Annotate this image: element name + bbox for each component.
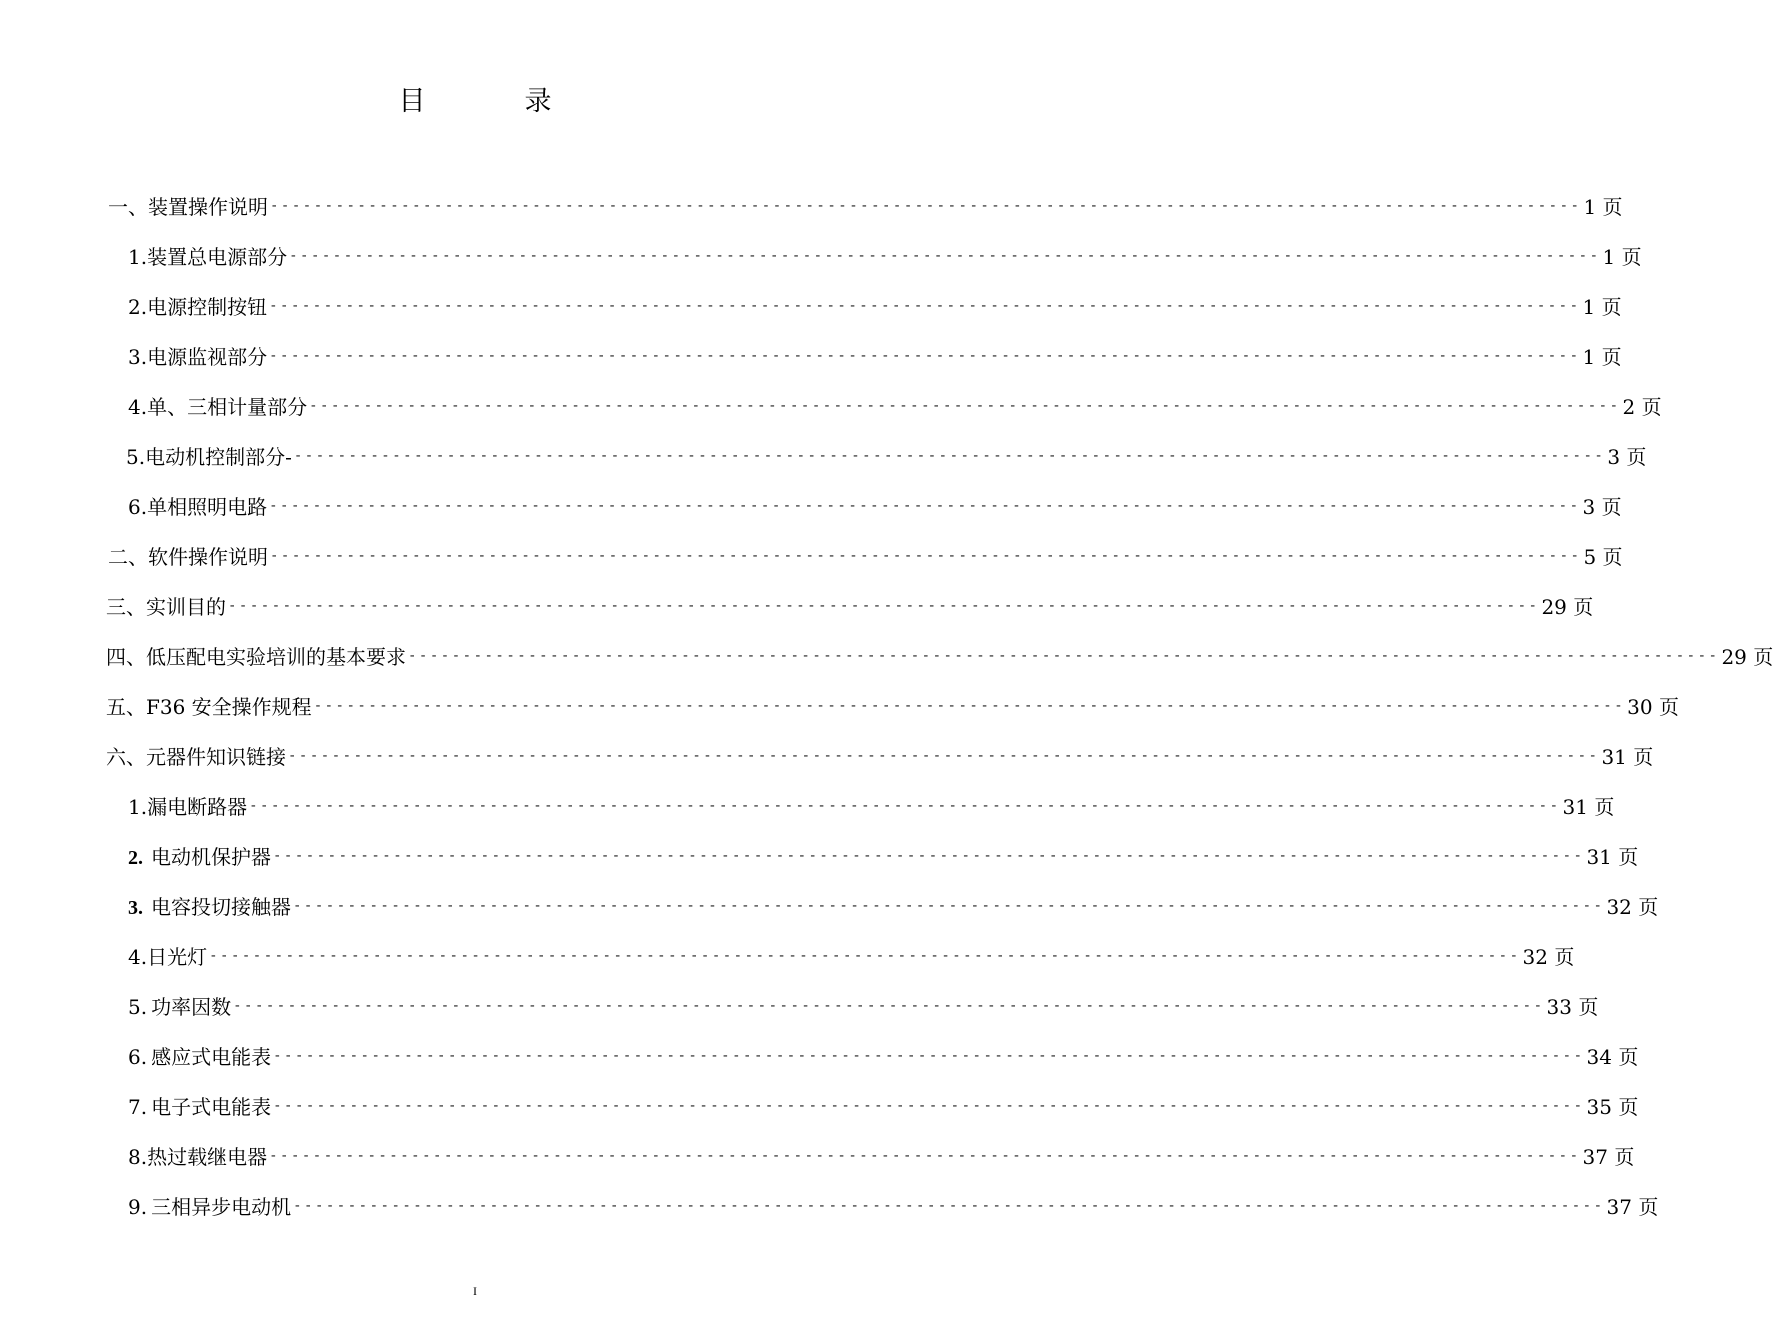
toc-entry-page: 3 页 xyxy=(1582,495,1622,519)
toc-entry-page: 37 页 xyxy=(1606,1195,1659,1219)
dot-leader: ------------------------------------------------------------------------------------------------------------------------ xyxy=(289,248,1601,264)
dot-leader: ------------------------------------------------------------------------------------------------------------------------ xyxy=(270,548,1582,564)
toc-entry-number: 3. xyxy=(128,897,143,919)
dot-leader: ------------------------------------------------------------------------------------------------------------------------ xyxy=(269,298,1581,314)
toc-entry-text: 单、三相计量部分 xyxy=(147,395,308,419)
toc-entry-page: 31 页 xyxy=(1586,845,1639,869)
toc-entry-number: 5. xyxy=(126,445,146,469)
toc-entry[interactable] xyxy=(106,682,1679,732)
toc-entry-page: 31 页 xyxy=(1601,745,1654,769)
dot-leader: ------------------------------------------------------------------------------------------------------------------------ xyxy=(269,498,1581,514)
toc-entry-page: 30 页 xyxy=(1627,695,1679,719)
toc-entry-page: 1 页 xyxy=(1583,195,1623,219)
toc-entry-text: 三相异步电动机 xyxy=(151,1195,292,1219)
toc-entry-number: 6. xyxy=(128,1045,148,1069)
dot-leader: ------------------------------------------------------------------------------------------------------------------------ xyxy=(270,198,1582,214)
toc-entry[interactable] xyxy=(128,332,1622,382)
toc-entry-text: 电容投切接触器 xyxy=(151,895,291,919)
dot-leader: ------------------------------------------------------------------------------------------------------------------------ xyxy=(293,448,1606,464)
toc-entry-text: 功率因数 xyxy=(151,995,232,1019)
toc-entry[interactable] xyxy=(128,382,1662,432)
toc-entry-page: 32 页 xyxy=(1606,895,1659,919)
toc-entry-text: 六、元器件知识链接 xyxy=(106,745,286,769)
toc-entry-text: 装置总电源部分 xyxy=(147,245,288,269)
toc-entry-page: 35 页 xyxy=(1586,1095,1639,1119)
dot-leader: ------------------------------------------------------------------------------------------------------------------------ xyxy=(209,948,1521,964)
toc-entry-text: 电子式电能表 xyxy=(151,1095,272,1119)
toc-entry-text: 电源监视部分 xyxy=(147,345,268,369)
toc-entry[interactable] xyxy=(128,782,1615,832)
toc-entry-page: 3 页 xyxy=(1607,445,1647,469)
dot-leader: ------------------------------------------------------------------------------------------------------------------------ xyxy=(313,698,1626,714)
toc-entry-number: 6. xyxy=(128,495,148,519)
dot-leader: ------------------------------------------------------------------------------------------------------------------------ xyxy=(293,898,1605,914)
toc-entry-number: 1. xyxy=(128,245,148,269)
toc-entry-page: 29 页 xyxy=(1721,645,1773,669)
toc-entry-text: 单相照明电路 xyxy=(147,495,268,519)
dot-leader: ------------------------------------------------------------------------------------------------------------------------ xyxy=(273,1048,1585,1064)
toc-entry[interactable] xyxy=(128,482,1622,532)
dot-leader: ------------------------------------------------------------------------------------------------------------------------ xyxy=(293,1198,1605,1214)
toc-entry[interactable] xyxy=(108,182,1623,232)
toc-title: 目 录 xyxy=(398,86,588,117)
toc-entry-text: 电动机控制部分- xyxy=(145,445,292,469)
toc-entry-page: 37 页 xyxy=(1582,1145,1635,1169)
toc-entry[interactable] xyxy=(128,1082,1639,1132)
toc-entry-text: 电动机保护器 xyxy=(151,845,271,869)
page-number-footer: I xyxy=(473,1284,477,1298)
toc-entry-page: 31 页 xyxy=(1562,795,1615,819)
dot-leader: ------------------------------------------------------------------------------------------------------------------------ xyxy=(273,1098,1585,1114)
toc-entry-page: 2 页 xyxy=(1622,395,1662,419)
toc-entry-page: 1 页 xyxy=(1582,295,1622,319)
toc-entry[interactable] xyxy=(106,632,1773,682)
dot-leader: ------------------------------------------------------------------------------------------------------------------------ xyxy=(408,648,1720,664)
toc-entry-page: 5 页 xyxy=(1583,545,1623,569)
toc-entry[interactable] xyxy=(128,882,1659,932)
toc-entry-page: 32 页 xyxy=(1522,945,1575,969)
dot-leader: ------------------------------------------------------------------------------------------------------------------------ xyxy=(228,598,1540,614)
toc-entry-text: 二、软件操作说明 xyxy=(108,545,268,569)
dot-leader: ------------------------------------------------------------------------------------------------------------------------ xyxy=(309,398,1621,414)
toc-entry[interactable] xyxy=(128,832,1639,882)
toc-entry[interactable] xyxy=(128,932,1575,982)
dot-leader: ------------------------------------------------------------------------------------------------------------------------ xyxy=(288,748,1600,764)
toc-entry-number: 4. xyxy=(128,395,148,419)
toc-entry-text: 五、F36 安全操作规程 xyxy=(106,695,312,719)
toc-entry-number: 8. xyxy=(128,1145,148,1169)
toc-entry-text: 漏电断路器 xyxy=(147,795,248,819)
toc-entry-text: 日光灯 xyxy=(147,945,208,969)
toc-entry[interactable] xyxy=(128,232,1642,282)
dot-leader: ------------------------------------------------------------------------------------------------------------------------ xyxy=(273,848,1585,864)
toc-entry-number: 4. xyxy=(128,945,148,969)
toc-entry-number: 1. xyxy=(128,795,148,819)
toc-entry-number: 2. xyxy=(128,847,143,869)
toc-entry[interactable] xyxy=(128,282,1622,332)
toc-entry-number: 3. xyxy=(128,345,148,369)
toc-entry-text: 一、装置操作说明 xyxy=(108,195,268,219)
toc-entry-number: 2. xyxy=(128,295,148,319)
toc-entry[interactable] xyxy=(126,432,1647,482)
toc-entry-text: 三、实训目的 xyxy=(106,595,226,619)
dot-leader: ------------------------------------------------------------------------------------------------------------------------ xyxy=(269,1148,1581,1164)
toc-entry-number: 9. xyxy=(128,1195,148,1219)
toc-entry[interactable] xyxy=(128,1182,1659,1232)
toc-entry[interactable] xyxy=(108,532,1623,582)
toc-entry[interactable] xyxy=(128,982,1599,1032)
toc-entry[interactable] xyxy=(106,732,1654,782)
toc-entry-page: 1 页 xyxy=(1582,345,1622,369)
toc-entry-text: 热过载继电器 xyxy=(147,1145,268,1169)
dot-leader: ------------------------------------------------------------------------------------------------------------------------ xyxy=(233,998,1545,1014)
toc-entry-number: 7. xyxy=(128,1095,148,1119)
toc-entry-text: 电源控制按钮 xyxy=(147,295,268,319)
toc-entry[interactable] xyxy=(128,1132,1635,1182)
dot-leader: ------------------------------------------------------------------------------------------------------------------------ xyxy=(269,348,1581,364)
toc-entry-page: 33 页 xyxy=(1546,995,1599,1019)
toc-entry-text: 感应式电能表 xyxy=(151,1045,272,1069)
toc-entry-page: 1 页 xyxy=(1602,245,1642,269)
toc-entry[interactable] xyxy=(106,582,1594,632)
toc-entry-page: 29 页 xyxy=(1541,595,1594,619)
toc-entry-page: 34 页 xyxy=(1586,1045,1639,1069)
toc-entry-text: 四、低压配电实验培训的基本要求 xyxy=(106,645,406,669)
dot-leader: ------------------------------------------------------------------------------------------------------------------------ xyxy=(249,798,1561,814)
toc-entry[interactable] xyxy=(128,1032,1639,1082)
toc-entry-number: 5. xyxy=(128,995,148,1019)
